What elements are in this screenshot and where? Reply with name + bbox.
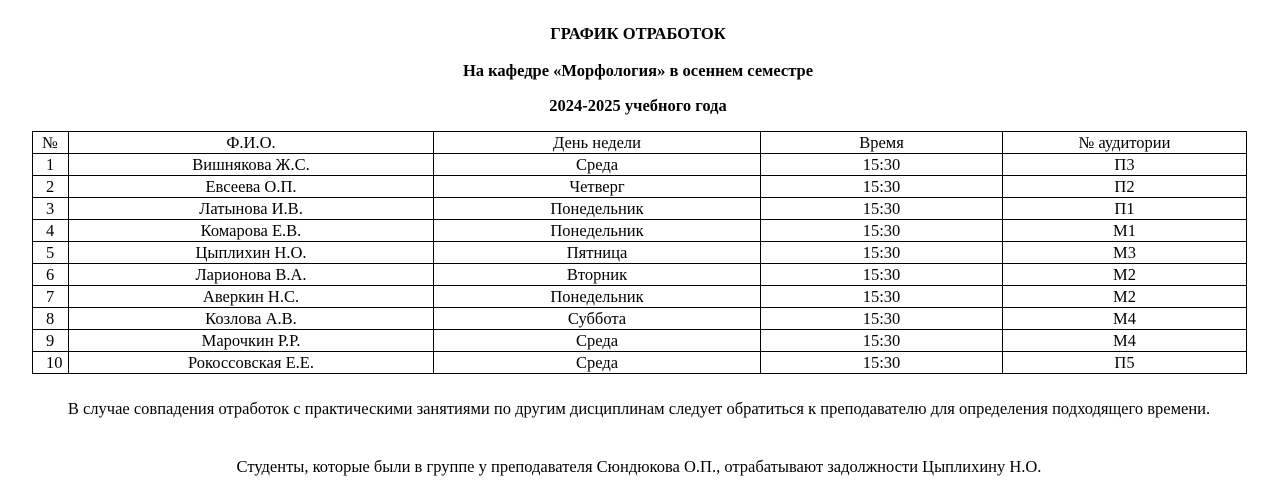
cell-name: Цыплихин Н.О. [69,242,434,264]
cell-name: Аверкин Н.С. [69,286,434,308]
cell-time: 15:30 [761,330,1003,352]
column-header-time: Время [761,132,1003,154]
column-header-name: Ф.И.О. [69,132,434,154]
cell-name: Комарова Е.В. [69,220,434,242]
cell-number: 1 [33,154,69,176]
cell-time: 15:30 [761,242,1003,264]
column-header-number: № [33,132,69,154]
schedule-table [32,131,1247,374]
table-header-row [33,132,1247,154]
cell-room: М4 [1003,308,1247,330]
table-row [33,198,1247,220]
cell-number: 7 [33,286,69,308]
cell-room: П5 [1003,352,1247,374]
cell-number: 5 [33,242,69,264]
cell-weekday: Понедельник [434,286,761,308]
note-schedule-conflict: В случае совпадения отработок с практическими занятиями по другим дисциплинам следует обратиться к преподавателю для определения подходящего времени. [67,399,1211,418]
cell-room: М2 [1003,264,1247,286]
column-header-weekday: День недели [434,132,761,154]
cell-number: 3 [33,198,69,220]
note-group-transfer: Студенты, которые были в группе у преподавателя Сюндюкова О.П., отрабатывают задолжности Цыплихину Н.О. [236,457,1042,476]
cell-room: М1 [1003,220,1247,242]
cell-number: 9 [33,330,69,352]
cell-time: 15:30 [761,198,1003,220]
cell-weekday: Понедельник [434,198,761,220]
cell-time: 15:30 [761,154,1003,176]
cell-room: П3 [1003,154,1247,176]
table-row [33,242,1247,264]
cell-name: Вишнякова Ж.С. [69,154,434,176]
academic-year: 2024-2025 учебного года [549,96,727,115]
cell-name: Латынова И.В. [69,198,434,220]
cell-room: М2 [1003,286,1247,308]
table-row [33,154,1247,176]
cell-number: 10 [33,352,69,374]
cell-name: Ларионова В.А. [69,264,434,286]
cell-weekday: Понедельник [434,220,761,242]
cell-weekday: Четверг [434,176,761,198]
document-subtitle: На кафедре «Морфология» в осеннем семестре [462,61,814,80]
column-header-room: № аудитории [1003,132,1247,154]
table-row [33,352,1247,374]
cell-number: 4 [33,220,69,242]
cell-weekday: Суббота [434,308,761,330]
cell-weekday: Пятница [434,242,761,264]
cell-time: 15:30 [761,308,1003,330]
cell-room: М4 [1003,330,1247,352]
cell-time: 15:30 [761,220,1003,242]
cell-name: Рокоссовская Е.Е. [69,352,434,374]
table-row [33,286,1247,308]
cell-room: М3 [1003,242,1247,264]
document-title: ГРАФИК ОТРАБОТОК [550,24,726,43]
cell-time: 15:30 [761,264,1003,286]
cell-room: П2 [1003,176,1247,198]
table-row [33,330,1247,352]
cell-number: 2 [33,176,69,198]
table-row [33,220,1247,242]
cell-number: 6 [33,264,69,286]
cell-room: П1 [1003,198,1247,220]
cell-weekday: Среда [434,352,761,374]
table-row [33,264,1247,286]
cell-weekday: Вторник [434,264,761,286]
cell-name: Козлова А.В. [69,308,434,330]
table-row [33,308,1247,330]
cell-time: 15:30 [761,286,1003,308]
cell-weekday: Среда [434,154,761,176]
cell-time: 15:30 [761,352,1003,374]
cell-name: Марочкин Р.Р. [69,330,434,352]
cell-weekday: Среда [434,330,761,352]
cell-time: 15:30 [761,176,1003,198]
cell-number: 8 [33,308,69,330]
cell-name: Евсеева О.П. [69,176,434,198]
table-row [33,176,1247,198]
